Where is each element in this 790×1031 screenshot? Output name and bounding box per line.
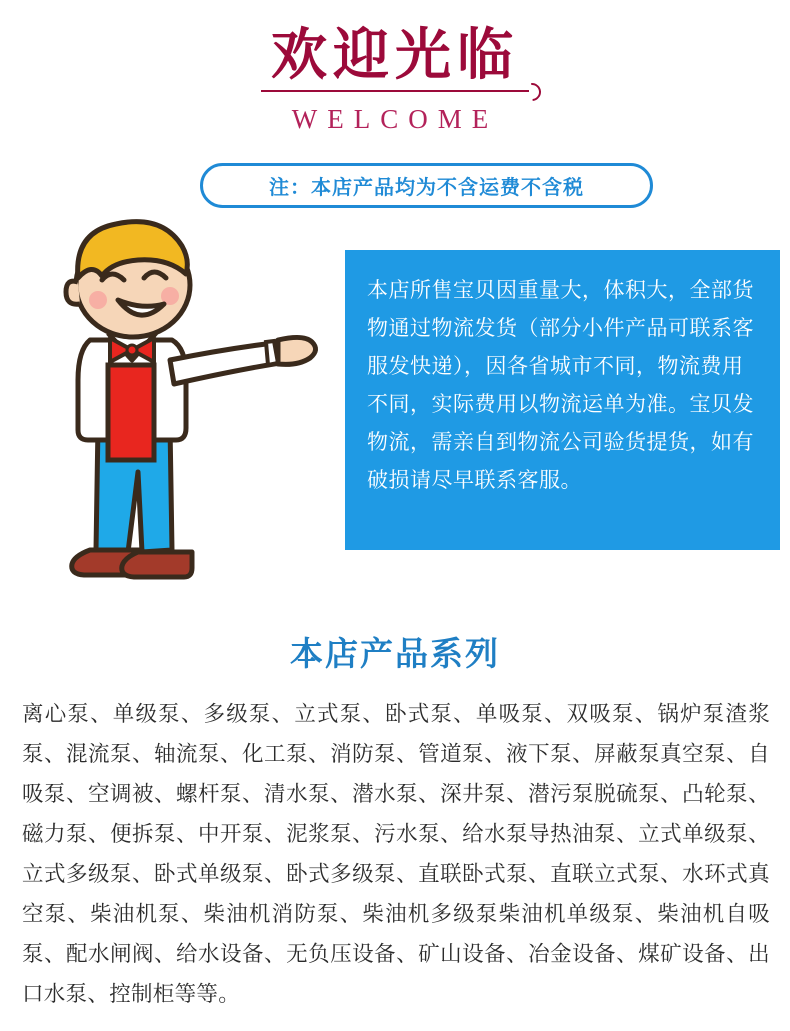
- page-header: [0, 24, 790, 135]
- logistics-info-text: 本店所售宝贝因重量大，体积大，全部货物通过物流发货（部分小件产品可联系客服发快递），因各省城市不同，物流费用不同，实际费用以物流运单为准。宝贝发物流，需亲自到物流公司验货提货，如有破损请尽早联系客服。: [367, 279, 754, 492]
- product-series-list: 离心泵、单级泵、多级泵、立式泵、卧式泵、单吸泵、双吸泵、锅炉泵渣浆泵、混流泵、轴流泵、化工泵、消防泵、管道泵、液下泵、屏蔽泵真空泵、自吸泵、空调被、螺杆泵、清水泵、潜水泵、深井泵、潜污泵脱硫泵、凸轮泵、磁力泵、便拆泵、中开泵、泥浆泵、污水泵、给水泵导热油泵、立式单级泵、立式多级泵、卧式单级泵、卧式多级泵、直联卧式泵、直联立式泵、水环式真空泵、柴油机泵、柴油机消防泵、柴油机多级泵柴油机单级泵、柴油机自吸泵、配水闸阀、给水设备、无负压设备、矿山设备、冶金设备、煤矿设备、出口水泵、控制柜等等。: [22, 702, 770, 1006]
- mascot-svg: [20, 200, 350, 600]
- shipping-note-text: 注：本店产品均为不含运费不含税: [269, 177, 584, 199]
- product-series-title: 本店产品系列: [290, 635, 500, 672]
- logistics-info-box: [345, 250, 780, 550]
- welcome-title-cn: 欢迎光临: [271, 25, 519, 87]
- mascot-illustration: [20, 200, 350, 600]
- title-underline-flourish: [261, 90, 529, 92]
- welcome-title-en: WELCOME: [291, 104, 499, 135]
